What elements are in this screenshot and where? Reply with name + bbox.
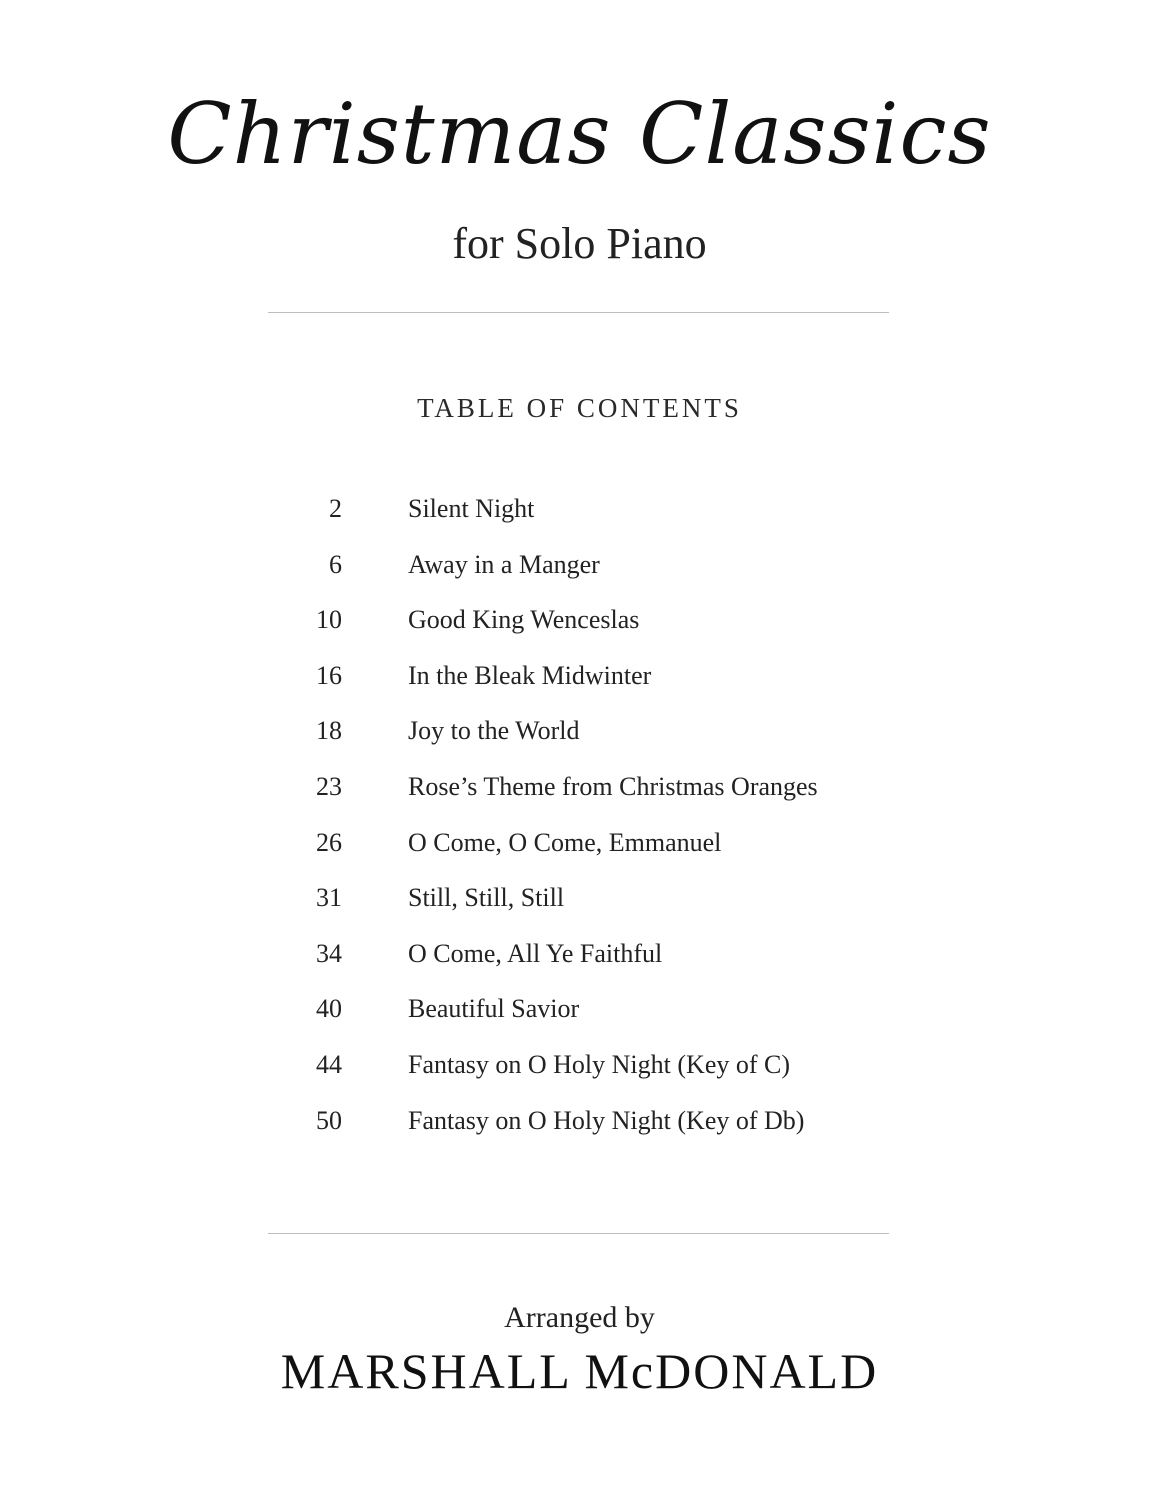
toc-page-number: 50 [316,1105,342,1135]
toc-song-title: Away in a Manger [408,549,600,579]
toc-song-title: In the Bleak Midwinter [408,660,652,690]
toc-entry [0,933,1159,989]
toc-page-number: 16 [316,660,342,690]
toc-page-number: 31 [316,883,342,913]
bottom-divider [268,1233,889,1234]
toc-page-number: 18 [316,716,342,746]
toc-page-number: 2 [329,494,342,523]
toc-page-number: 26 [316,827,342,857]
toc-page-number: 44 [316,1049,342,1079]
toc-entry [0,710,1159,766]
toc-page-number: 23 [316,771,342,801]
toc-song-title: Rose’s Theme from Christmas Oranges [408,771,818,801]
book-subtitle: for Solo Piano [452,219,707,268]
toc-entry [0,766,1159,822]
toc-entry [0,599,1159,655]
toc-page-number: 6 [329,549,342,579]
toc-page-number: 40 [316,994,342,1024]
toc-entry [0,655,1159,711]
table-of-contents [0,488,1159,1155]
toc-entry [0,877,1159,933]
arranger-name: MARSHALL McDONALD [280,1343,879,1399]
toc-entry [0,988,1159,1044]
toc-song-title: Fantasy on O Holy Night (Key of C) [408,1049,791,1079]
toc-entry [0,544,1159,600]
top-divider [268,312,889,313]
toc-song-title: Beautiful Savior [408,994,580,1024]
toc-song-title: O Come, O Come, Emmanuel [408,827,722,857]
toc-song-title: Silent Night [408,494,535,523]
toc-page-number: 34 [316,938,342,968]
toc-page-number: 10 [316,605,342,635]
toc-entry [0,1100,1159,1156]
toc-entry [0,488,1159,544]
toc-entry [0,1044,1159,1100]
arranged-by-label: Arranged by [504,1301,655,1334]
toc-song-title: Good King Wenceslas [408,605,640,635]
toc-song-title: Still, Still, Still [408,883,565,913]
toc-song-title: O Come, All Ye Faithful [408,938,663,968]
toc-heading: TABLE OF CONTENTS [417,393,742,423]
toc-song-title: Fantasy on O Holy Night (Key of Db) [408,1105,805,1135]
book-title: Christmas Classics [167,85,992,183]
toc-entry [0,822,1159,878]
toc-song-title: Joy to the World [408,716,580,746]
